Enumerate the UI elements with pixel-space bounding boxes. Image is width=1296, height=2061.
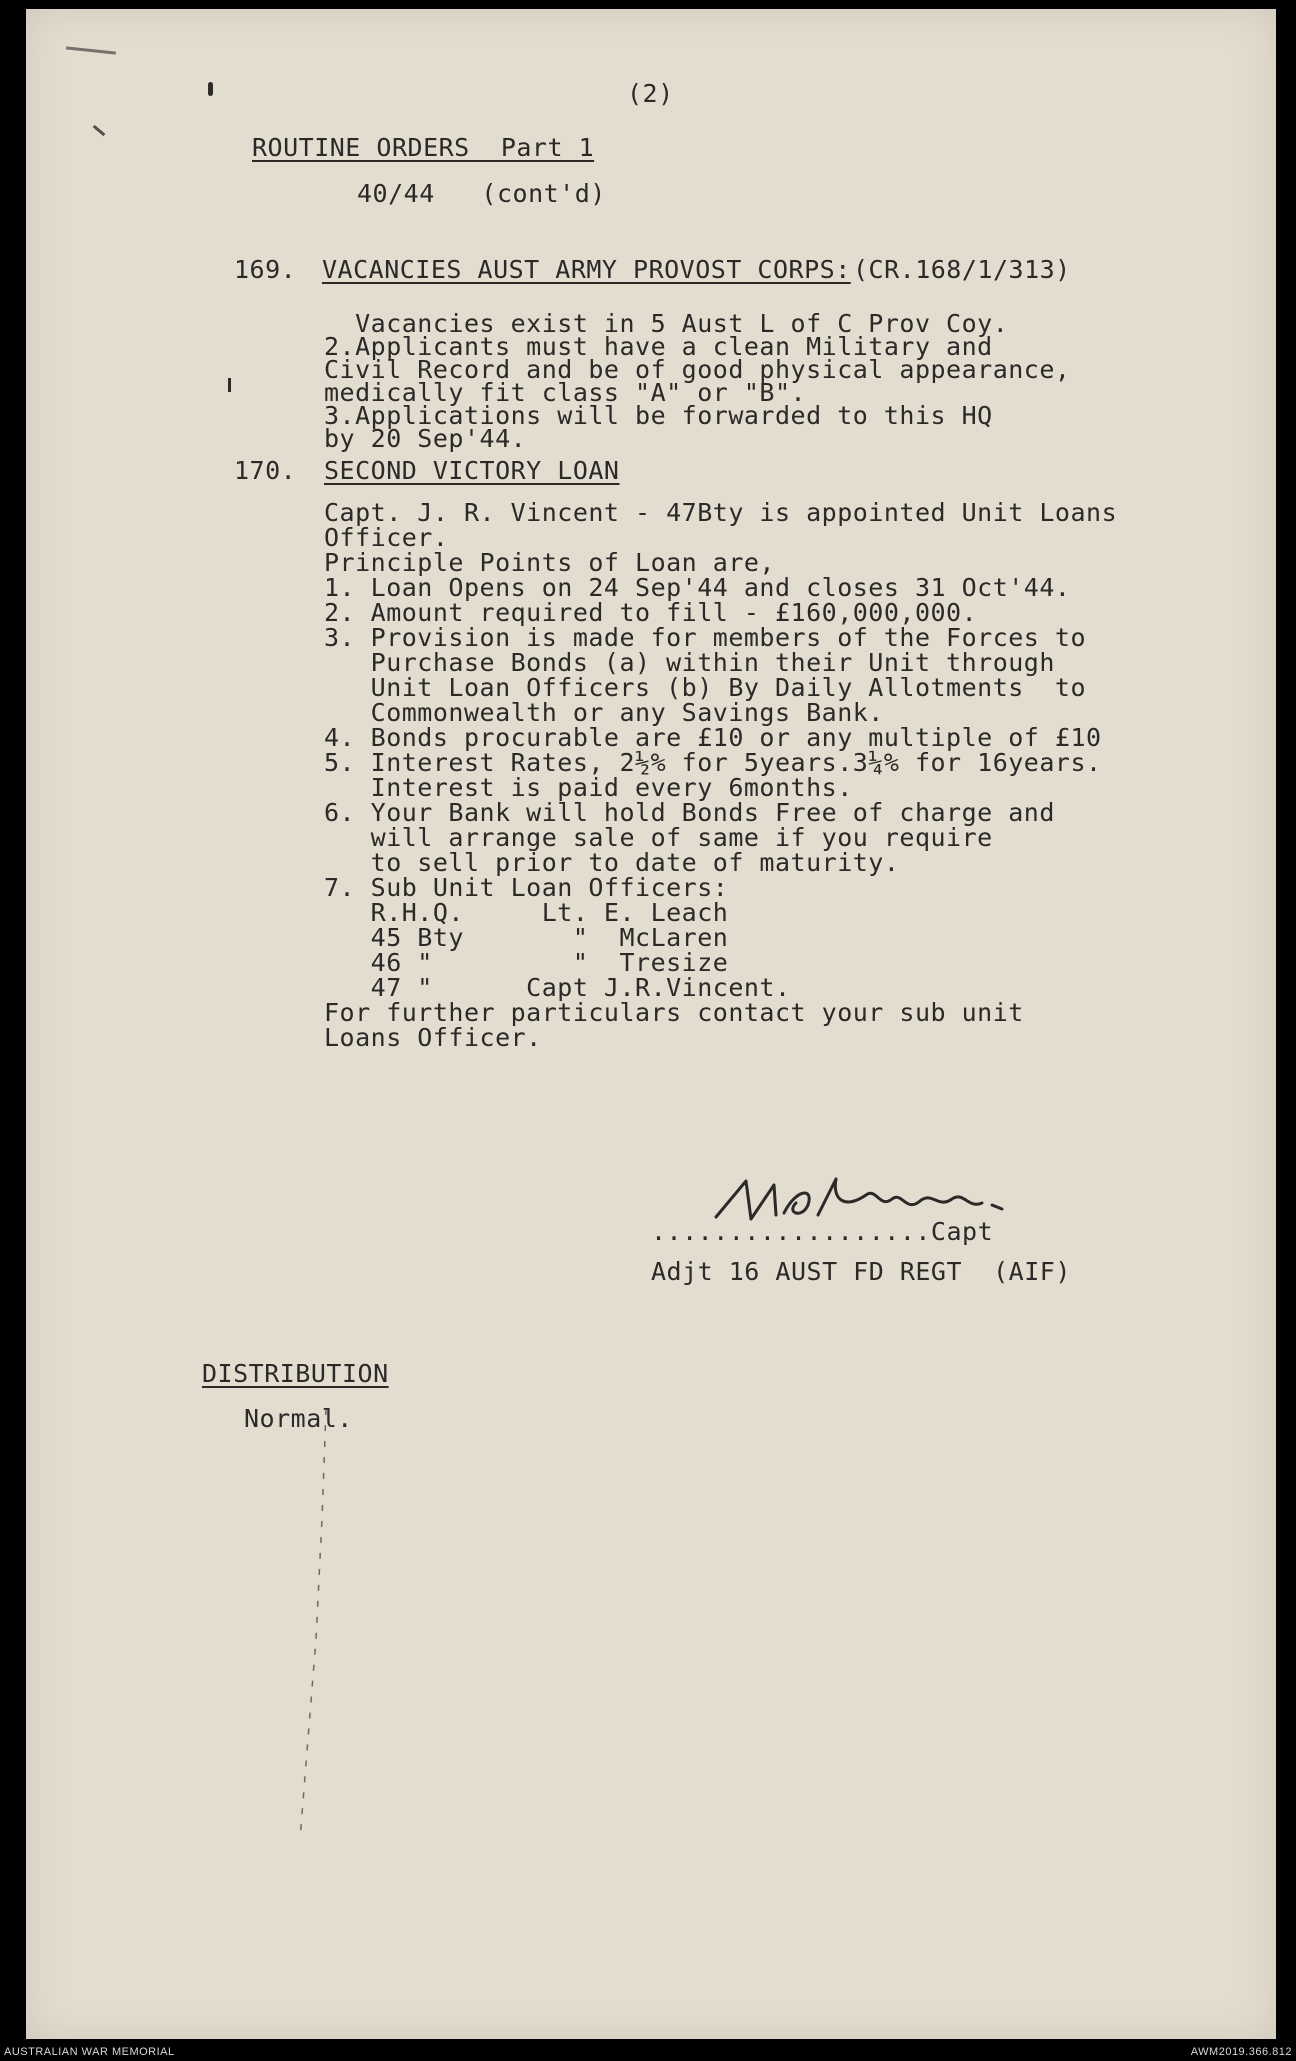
item-170-line: 1. Loan Opens on 24 Sep'44 and closes 31 Oct'44. — [324, 573, 1071, 602]
item-number-169: 169. — [234, 255, 297, 284]
item-number-170: 170. — [234, 456, 297, 485]
item-169-heading: VACANCIES AUST ARMY PROVOST CORPS: — [322, 255, 851, 284]
item-169-line: medically fit class "A" or "B". — [324, 378, 807, 407]
item-169-reference: (CR.168/1/313) — [853, 255, 1071, 284]
signatory-role: Adjt 16 AUST FD REGT (AIF) — [651, 1257, 1071, 1286]
footer-institution: AUSTRALIAN WAR MEMORIAL — [4, 2046, 175, 2058]
distribution-heading: DISTRIBUTION — [202, 1359, 389, 1388]
smudge-mark — [66, 46, 116, 54]
item-169-line: 2.Applicants must have a clean Military and — [324, 332, 993, 361]
pencil-stroke — [266, 1399, 346, 1859]
item-170-line: For further particulars contact your sub unit — [324, 998, 1024, 1027]
item-170-line: 45 Bty " McLaren — [324, 923, 729, 952]
tick-mark — [93, 125, 106, 136]
item-170-line: Capt. J. R. Vincent - 47Bty is appointed Unit Loans — [324, 498, 1118, 527]
document-page — [26, 9, 1276, 2039]
item-170-line: 4. Bonds procurable are £10 or any multiple of £10 — [324, 723, 1102, 752]
item-170-line: 3. Provision is made for members of the Forces to — [324, 623, 1087, 652]
item-170-heading: SECOND VICTORY LOAN — [324, 456, 620, 485]
order-reference: 40/44 (cont'd) — [357, 179, 606, 208]
item-170-line: 46 " " Tresize — [324, 948, 729, 977]
item-170-line: Principle Points of Loan are, — [324, 548, 775, 577]
footer-accession-number: AWM2019.366.812 — [1190, 2046, 1292, 2058]
item-169-line: Vacancies exist in 5 Aust L of C Prov Coy. — [324, 309, 1009, 338]
item-169-line: Civil Record and be of good physical appearance, — [324, 355, 1071, 384]
item-170-line: R.H.Q. Lt. E. Leach — [324, 898, 729, 927]
item-170-line: 5. Interest Rates, 2½% for 5years.3¼% for 16years. — [324, 748, 1102, 777]
signature-line: ..................Capt — [651, 1217, 994, 1246]
item-170-line: 6. Your Bank will hold Bonds Free of charge and — [324, 798, 1055, 827]
page-number: (2) — [627, 79, 674, 108]
item-170-line: will arrange sale of same if you require — [324, 823, 993, 852]
document-title: ROUTINE ORDERS Part 1 — [252, 133, 595, 162]
distribution-value: Normal. — [244, 1404, 353, 1433]
item-170-line: to sell prior to date of maturity. — [324, 848, 900, 877]
item-170-line: 2. Amount required to fill - £160,000,000. — [324, 598, 978, 627]
punch-mark — [208, 82, 213, 96]
item-169-line: by 20 Sep'44. — [324, 424, 527, 453]
margin-mark — [228, 378, 231, 392]
item-170-line: Loans Officer. — [324, 1023, 542, 1052]
item-170-line: 7. Sub Unit Loan Officers: — [324, 873, 729, 902]
item-170-line: 47 " Capt J.R.Vincent. — [324, 973, 791, 1002]
item-170-line: Officer. — [324, 523, 449, 552]
item-170-line: Interest is paid every 6months. — [324, 773, 853, 802]
item-170-line: Unit Loan Officers (b) By Daily Allotments to — [324, 673, 1087, 702]
item-170-line: Commonwealth or any Savings Bank. — [324, 698, 884, 727]
item-170-line: Purchase Bonds (a) within their Unit through — [324, 648, 1055, 677]
item-169-line: 3.Applications will be forwarded to this HQ — [324, 401, 993, 430]
